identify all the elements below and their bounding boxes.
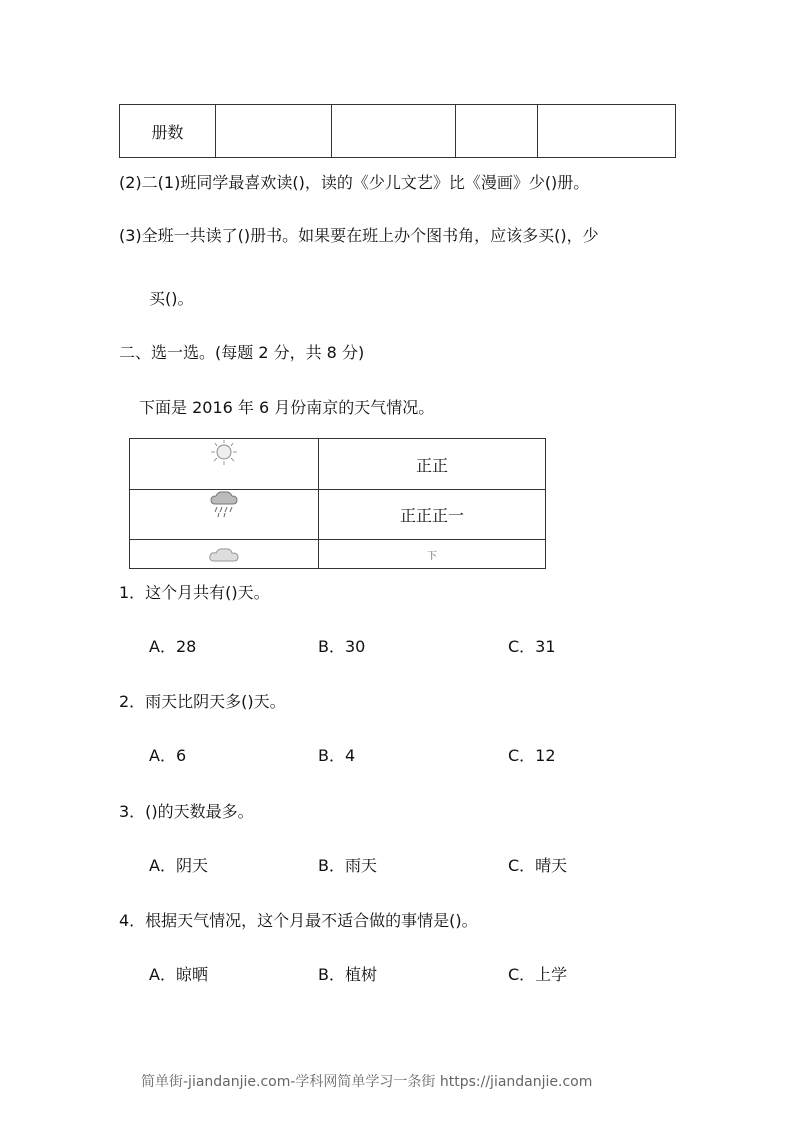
page-footer: 简单街-jiandanjie.com-学科网简单学习一条街 https://jiandanjie.com bbox=[141, 1074, 593, 1090]
tally-cell: 正正正一 bbox=[319, 490, 546, 540]
weather-icon-cell bbox=[130, 490, 319, 540]
weather-intro: 下面是 2016 年 6 月份南京的天气情况。 bbox=[139, 398, 435, 417]
option-b: B．4 bbox=[318, 746, 356, 765]
option-b: B．30 bbox=[318, 637, 366, 656]
question-1-3-line2: 买()。 bbox=[149, 289, 194, 308]
table-cell bbox=[216, 105, 332, 158]
option-a: A．阴天 bbox=[149, 856, 208, 875]
option-a: A．6 bbox=[149, 746, 187, 765]
tally-cell: 正正 bbox=[319, 439, 546, 490]
question-stem: 4．根据天气情况，这个月最不适合做的事情是()。 bbox=[119, 911, 478, 930]
book-count-table bbox=[119, 104, 676, 158]
question-stem: 3．()的天数最多。 bbox=[119, 802, 254, 821]
option-c: C．上学 bbox=[508, 965, 568, 984]
weather-icon-cell bbox=[130, 439, 319, 490]
question-stem: 1．这个月共有()天。 bbox=[119, 583, 270, 602]
option-c: C．晴天 bbox=[508, 856, 568, 875]
option-c: C．12 bbox=[508, 746, 556, 765]
option-a: A．28 bbox=[149, 637, 197, 656]
rain-icon bbox=[207, 490, 241, 518]
weather-icon-cell bbox=[130, 540, 319, 569]
table-cell bbox=[456, 105, 538, 158]
table-cell bbox=[538, 105, 676, 158]
table-cell bbox=[332, 105, 456, 158]
sunny-icon bbox=[207, 439, 241, 467]
option-a: A．晾晒 bbox=[149, 965, 208, 984]
table-row-label: 册数 bbox=[120, 105, 216, 158]
option-b: B．雨天 bbox=[318, 856, 377, 875]
weather-table bbox=[129, 438, 546, 569]
option-c: C．31 bbox=[508, 637, 556, 656]
question-1-2: (2)二(1)班同学最喜欢读()，读的《少儿文艺》比《漫画》少()册。 bbox=[119, 173, 590, 192]
tally-cell: 下 bbox=[319, 540, 546, 569]
section-2-heading: 二、选一选。(每题 2 分，共 8 分) bbox=[119, 343, 365, 362]
option-b: B．植树 bbox=[318, 965, 377, 984]
question-stem: 2．雨天比阴天多()天。 bbox=[119, 692, 286, 711]
question-1-3-line1: (3)全班一共读了()册书。如果要在班上办个图书角，应该多买()，少 bbox=[119, 226, 599, 245]
cloudy-icon bbox=[207, 546, 241, 564]
